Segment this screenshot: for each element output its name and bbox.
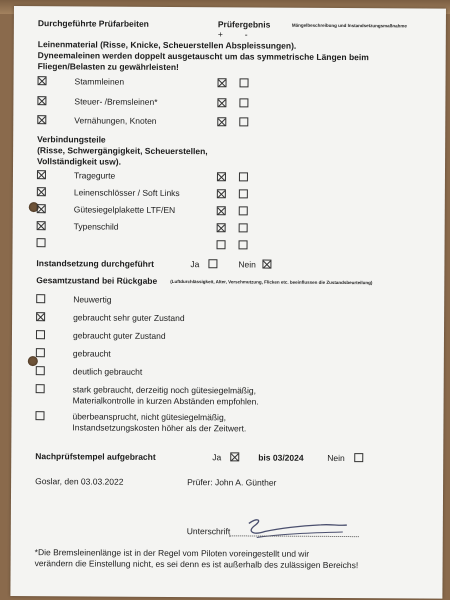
checkbox-typenschild[interactable] bbox=[37, 221, 46, 230]
lines-section-title-2: Dyneemaleinen werden doppelt ausgetauscht um das symmetrische Längen beim bbox=[37, 50, 369, 63]
condition-label: deutlich gebraucht bbox=[72, 366, 143, 377]
minus-checkbox-leinenschloesser[interactable] bbox=[239, 189, 248, 198]
minus-checkbox-blank[interactable] bbox=[239, 240, 248, 249]
footnote-line-1: *Die Bremsleinenlänge ist in der Regel vom Piloten voreingestellt und wir bbox=[34, 547, 310, 559]
condition-label: gebraucht sehr guter Zustand bbox=[73, 312, 185, 324]
connection-section-title-3: Vollständigkeit usw). bbox=[37, 156, 122, 167]
lines-section-title-3: Fliegen/Belasten zu gewährleisten! bbox=[37, 61, 179, 73]
checkbox-tragegurte[interactable] bbox=[37, 170, 46, 179]
checkbox-steuerleinen[interactable] bbox=[37, 96, 46, 105]
minus-checkbox-tragegurte[interactable] bbox=[239, 172, 248, 181]
inspector-name: Prüfer: John A. Günther bbox=[187, 477, 277, 488]
condition-checkbox[interactable] bbox=[36, 294, 45, 303]
item-label: Typenschild bbox=[73, 221, 119, 232]
plus-checkbox-leinenschloesser[interactable] bbox=[217, 189, 226, 198]
repair-yes-label: Ja bbox=[190, 259, 200, 270]
minus-checkbox-stammleinen[interactable] bbox=[240, 78, 249, 87]
punch-hole-bottom bbox=[28, 356, 38, 366]
plus-column-mark: + bbox=[217, 29, 223, 40]
stamp-no-label: Nein bbox=[327, 452, 345, 464]
stamp-yes-label: Ja bbox=[212, 452, 222, 463]
plus-checkbox-blank[interactable] bbox=[217, 240, 226, 249]
inspection-form-page bbox=[10, 6, 446, 599]
connection-section-title-1: Verbindungsteile bbox=[37, 134, 106, 145]
condition-label: gebraucht bbox=[72, 348, 111, 359]
condition-label-line2: Materialkontrolle in kurzen Abständen empfohlen. bbox=[72, 395, 259, 407]
checkbox-vernaehungen[interactable] bbox=[37, 115, 46, 124]
footnote-line-2: verändern die Einstellung nicht, es sei denn es ist außerhalb des zulässigen Bereichs! bbox=[34, 558, 359, 571]
item-label: Stammleinen bbox=[74, 76, 125, 87]
repair-label: Instandsetzung durchgeführt bbox=[36, 258, 155, 269]
plus-checkbox-steuerleinen[interactable] bbox=[217, 98, 226, 107]
minus-column-mark: - bbox=[244, 29, 248, 40]
item-label: Tragegurte bbox=[73, 170, 116, 181]
stamp-until: bis 03/2024 bbox=[258, 452, 304, 463]
stamp-no-checkbox[interactable] bbox=[354, 453, 363, 462]
condition-checkbox[interactable] bbox=[35, 411, 44, 420]
minus-checkbox-vernaehungen[interactable] bbox=[239, 117, 248, 126]
condition-label-line2: Instandsetzungskosten höher als der Zeitwert. bbox=[72, 422, 247, 434]
repair-yes-checkbox[interactable] bbox=[208, 259, 217, 268]
checkbox-guetesiegel[interactable] bbox=[37, 204, 46, 213]
plus-checkbox-stammleinen[interactable] bbox=[218, 78, 227, 87]
checkbox-blank[interactable] bbox=[37, 238, 46, 247]
place-date: Goslar, den 03.03.2022 bbox=[35, 476, 124, 487]
item-label: Vernähungen, Knoten bbox=[74, 115, 157, 126]
item-label: Leinenschlösser / Soft Links bbox=[73, 187, 180, 199]
overall-subtitle: (Luftdurchlässigkeit, Alter, Verschmutzung, Flicken etc. beeinflussen die Zustandsbeurteilung) bbox=[170, 278, 373, 286]
condition-label: Neuwertig bbox=[73, 294, 112, 305]
plus-checkbox-guetesiegel[interactable] bbox=[217, 206, 226, 215]
condition-checkbox[interactable] bbox=[36, 384, 45, 393]
handwritten-signature bbox=[243, 515, 353, 546]
condition-label: stark gebraucht, derzeitig noch gütesiegelmäßig, bbox=[72, 384, 257, 396]
header-defects: Mängelbeschreibung und Instandsetzungsmaßnahme bbox=[291, 22, 407, 29]
repair-no-label: Nein bbox=[238, 259, 256, 270]
item-label: Steuer- /Bremsleinen* bbox=[74, 96, 158, 107]
condition-checkbox[interactable] bbox=[36, 348, 45, 357]
minus-checkbox-steuerleinen[interactable] bbox=[239, 98, 248, 107]
plus-checkbox-typenschild[interactable] bbox=[217, 223, 226, 232]
item-label: Gütesiegelplakette LTF/EN bbox=[73, 204, 176, 215]
overall-title: Gesamtzustand bei Rückgabe bbox=[36, 275, 158, 286]
condition-checkbox[interactable] bbox=[36, 330, 45, 339]
plus-checkbox-vernaehungen[interactable] bbox=[217, 117, 226, 126]
condition-checkbox[interactable] bbox=[36, 366, 45, 375]
header-result: Prüfergebnis bbox=[217, 19, 271, 30]
minus-checkbox-typenschild[interactable] bbox=[239, 223, 248, 232]
stamp-yes-checkbox[interactable] bbox=[230, 452, 239, 461]
condition-checkbox[interactable] bbox=[36, 312, 45, 321]
minus-checkbox-guetesiegel[interactable] bbox=[239, 206, 248, 215]
signature-label: Unterschrift bbox=[186, 526, 231, 537]
plus-checkbox-tragegurte[interactable] bbox=[217, 172, 226, 181]
stamp-label: Nachprüfstempel aufgebracht bbox=[35, 451, 156, 462]
repair-no-checkbox[interactable] bbox=[262, 260, 271, 269]
condition-label: überbeansprucht, nicht gütesiegelmäßig, bbox=[72, 411, 227, 423]
lines-section-title-1: Leinenmaterial (Risse, Knicke, Scheuerstellen Abspleissungen). bbox=[37, 39, 297, 51]
checkbox-stammleinen[interactable] bbox=[38, 76, 47, 85]
header-tests: Durchgeführte Prüfarbeiten bbox=[37, 18, 149, 29]
condition-label: gebraucht guter Zustand bbox=[72, 330, 166, 341]
checkbox-leinenschloesser[interactable] bbox=[37, 187, 46, 196]
connection-section-title-2: (Risse, Schwergängigkeit, Scheuerstellen, bbox=[37, 145, 208, 157]
